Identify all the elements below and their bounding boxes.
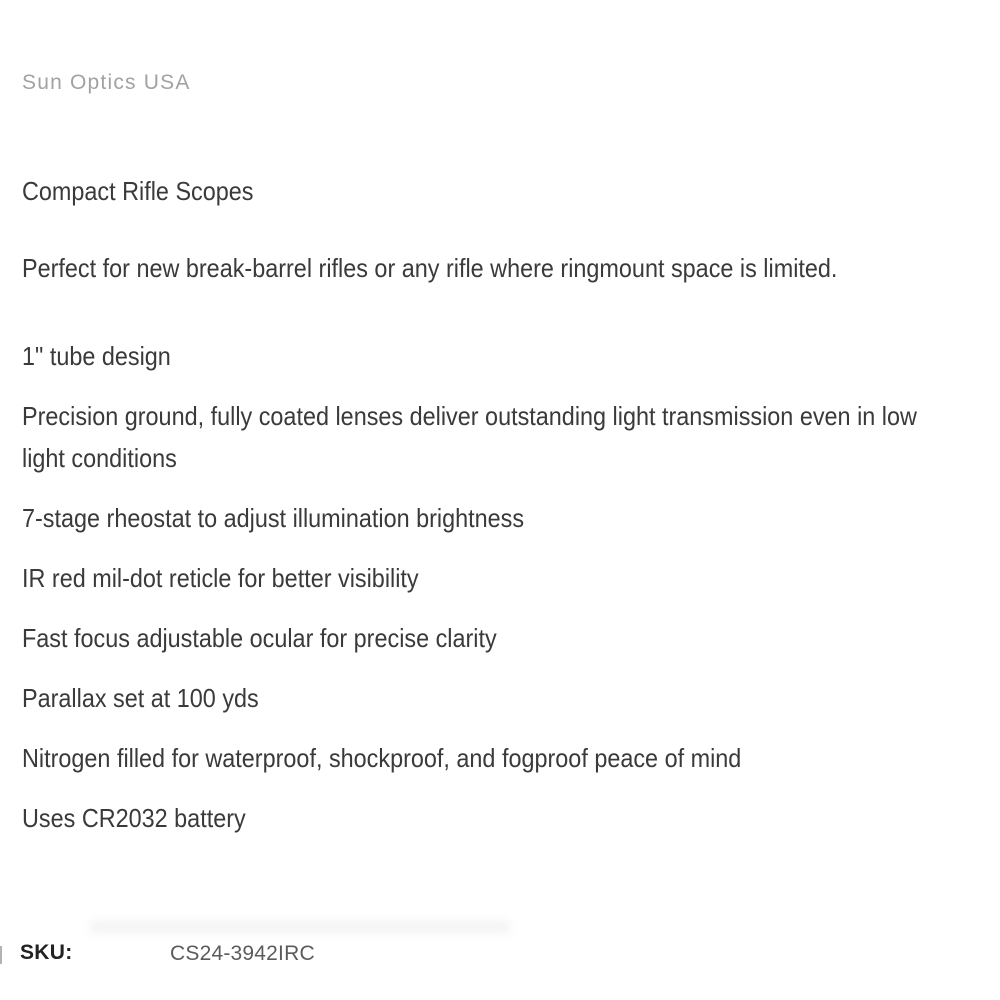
compression-artifact [90,920,510,934]
feature-item: 1" tube design [22,341,171,371]
feature-item: Fast focus adjustable ocular for precise clarity [22,623,497,653]
feature-item: Parallax set at 100 yds [22,683,259,713]
sku-value: CS24-3942IRC [170,942,315,965]
feature-item: IR red mil-dot reticle for better visibility [22,563,419,593]
feature-item: Precision ground, fully coated lenses deliver outstanding light transmission even in low light conditions [22,401,917,473]
feature-item: Uses CR2032 battery [22,803,246,833]
feature-item: Nitrogen filled for waterproof, shockproof, and fogproof peace of mind [22,743,742,773]
sku-label: SKU: [20,941,73,964]
feature-item: 7-stage rheostat to adjust illumination brightness [22,503,525,533]
product-title: Compact Rifle Scopes [22,176,254,206]
feature-list [22,335,1000,857]
sku-row [20,941,980,969]
left-edge-artifact [0,946,2,964]
brand-name: Sun Optics USA [22,71,191,94]
product-intro: Perfect for new break-barrel rifles or any rifle where ringmount space is limited. [22,253,838,283]
